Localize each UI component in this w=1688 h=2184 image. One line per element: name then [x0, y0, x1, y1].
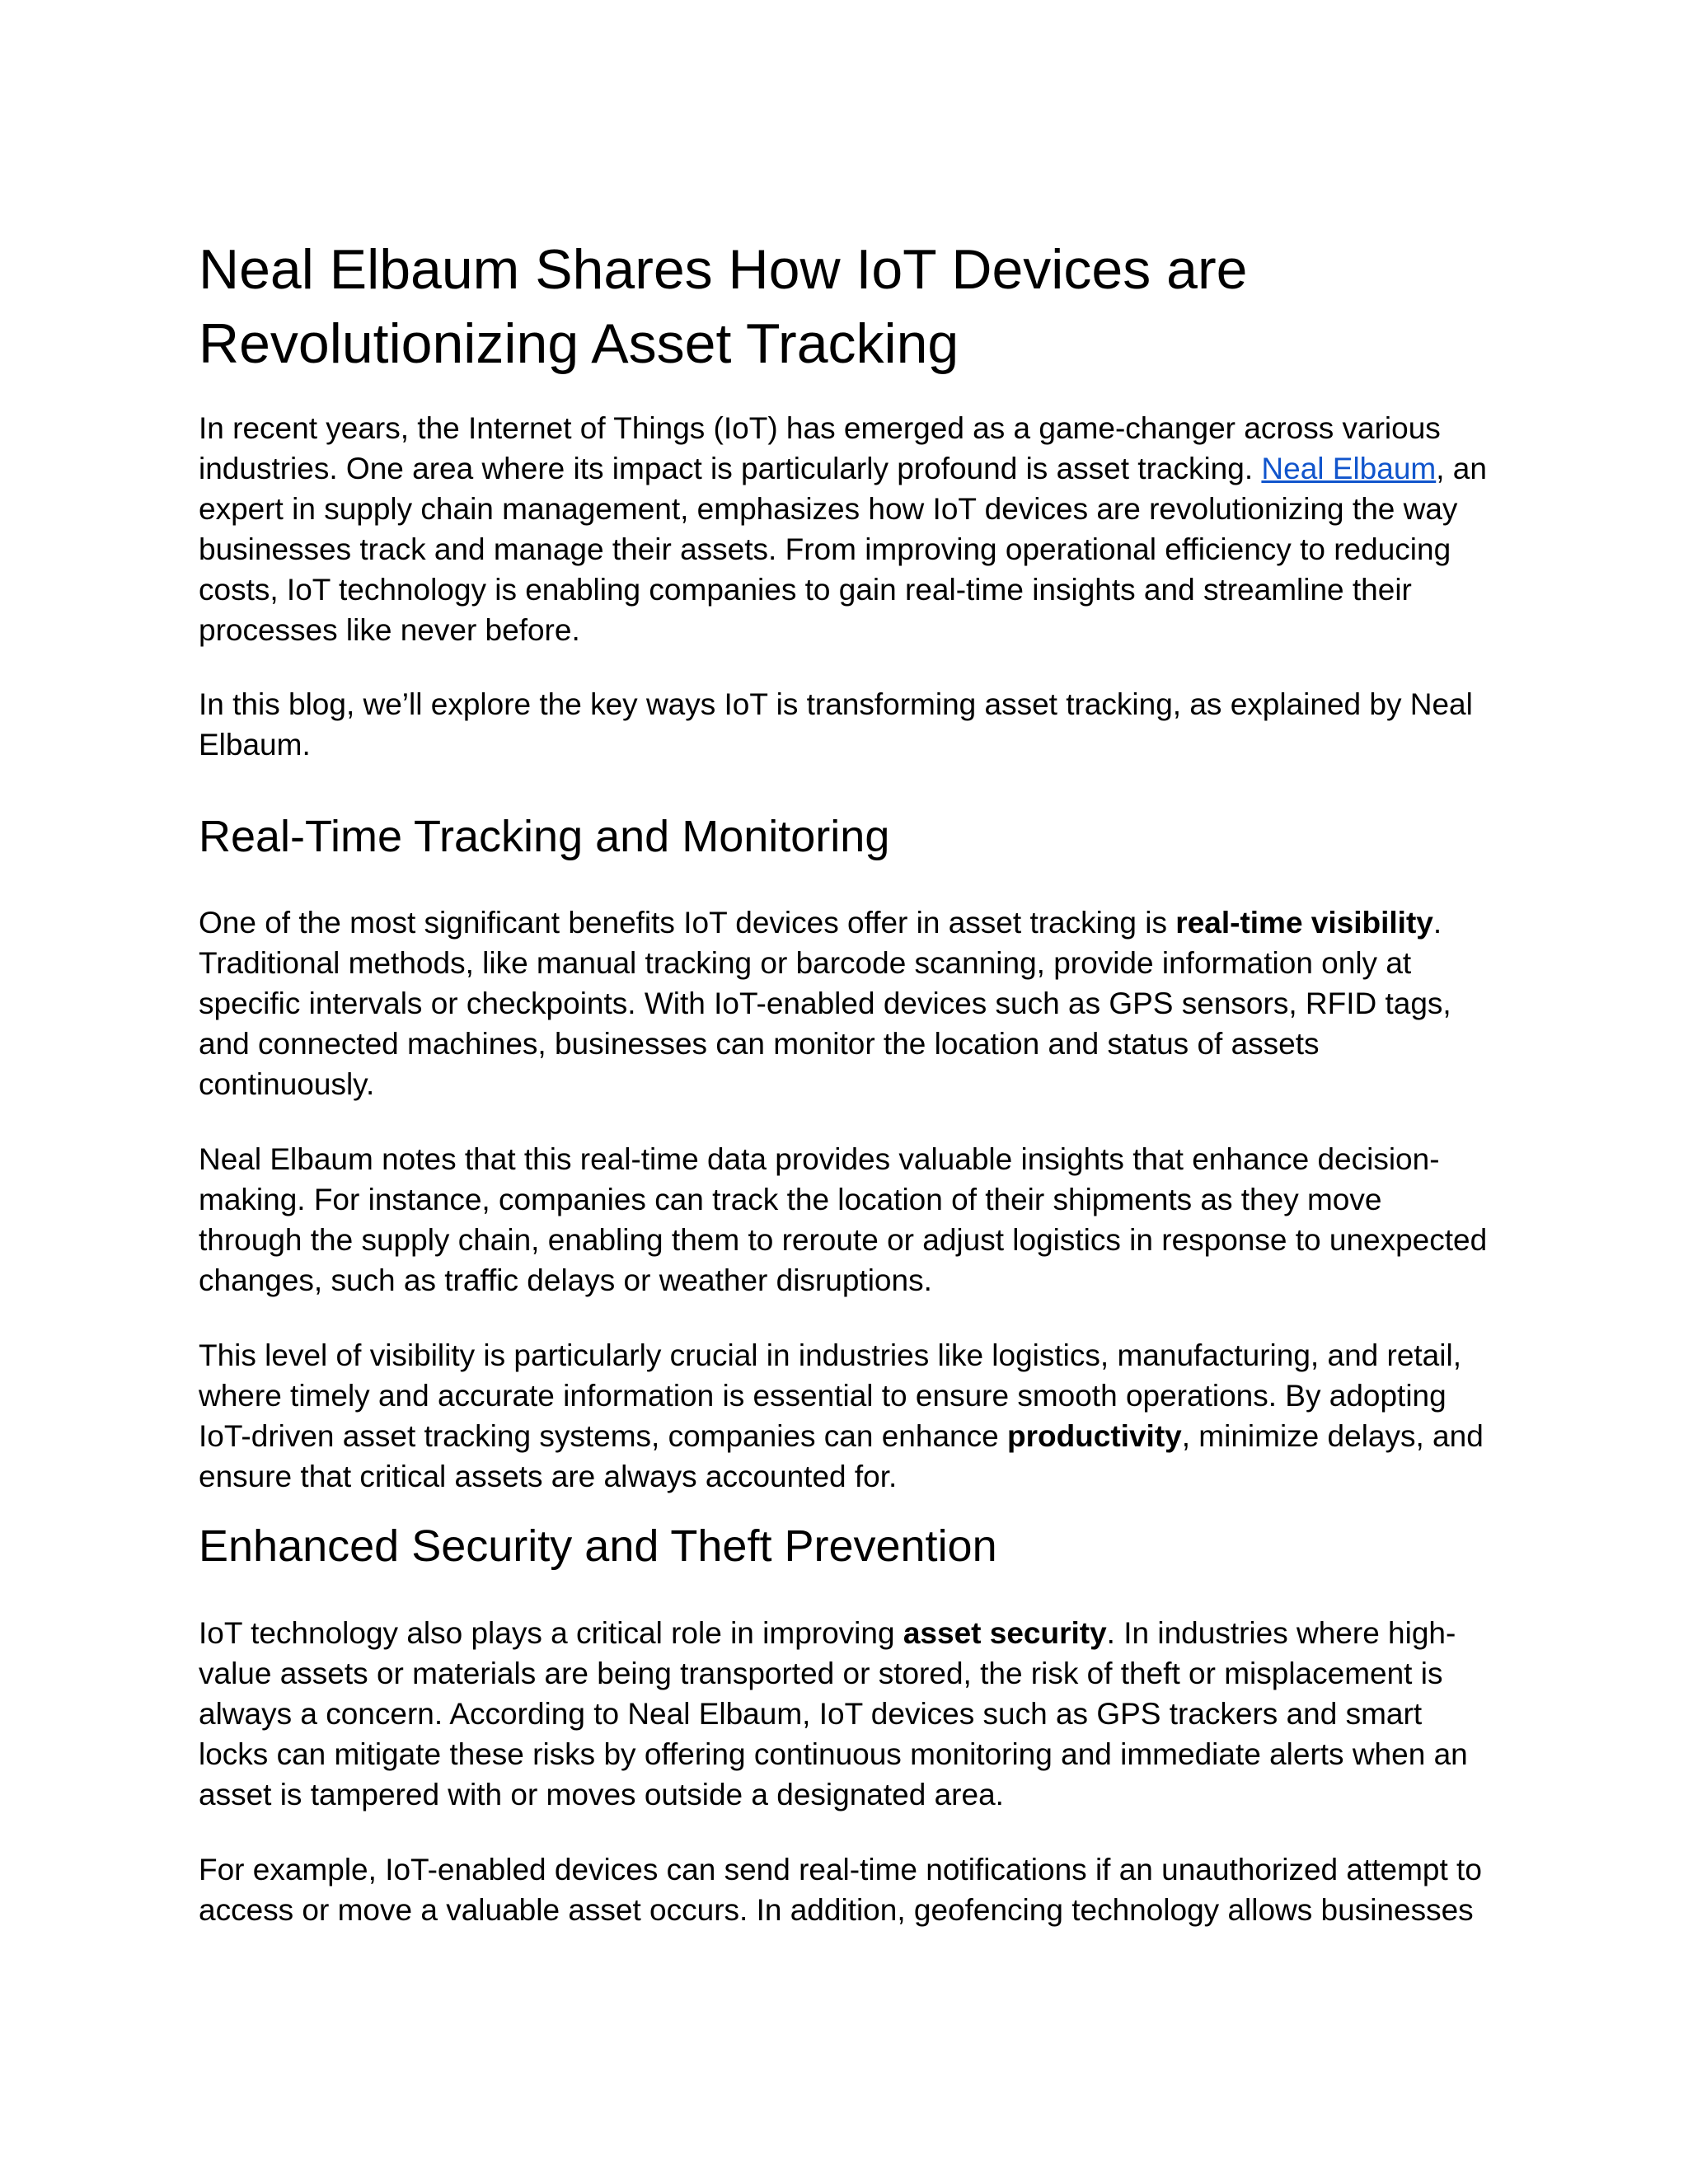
section2-p1-text-end: . In industries where high-value assets or materials are being transported or stored, the risk of theft or misplacement is always a concern. According to Neal Elbaum, IoT devices such as GPS trackers and smart locks can mitigate these risks by offering continuous monitoring and immediate alerts when an asset is tampered with or moves outside a designated area.: [199, 1616, 1468, 1811]
intro-text-end: , an expert in supply chain management, emphasizes how IoT devices are revolutionizing the way businesses track and manage their assets. From improving operational efficiency to reducing costs, IoT technology is enabling companies to gain real-time insights and streamline their processes like never before.: [199, 452, 1487, 647]
section2-paragraph-2: For example, IoT-enabled devices can send real-time notifications if an unauthorized attempt to access or move a valuable asset occurs. In addition, geofencing technology allows businesses: [199, 1853, 1482, 1927]
section1-paragraph-3: [199, 1335, 1493, 1497]
intro-paragraph: [199, 408, 1493, 650]
section1-p1-text-start: One of the most significant benefits IoT devices offer in asset tracking is: [199, 906, 1176, 940]
intro-text-start: In recent years, the Internet of Things (IoT) has emerged as a game-changer across various industries. One area where its impact is particularly profound is asset tracking.: [199, 411, 1441, 485]
neal-elbaum-link[interactable]: Neal Elbaum: [1261, 452, 1437, 485]
section2-paragraph-1: [199, 1613, 1493, 1815]
section1-p3-text-end: , minimize delays, and ensure that critical assets are always accounted for.: [199, 1419, 1484, 1493]
bold-real-time-visibility: real-time visibility: [1175, 906, 1433, 940]
section2-p1-text-start: IoT technology also plays a critical role in improving: [199, 1616, 903, 1650]
section1-paragraph-1: [199, 902, 1493, 1104]
section1-p1-text-end: . Traditional methods, like manual tracking or barcode scanning, provide information only at specific intervals or checkpoints. With IoT-enabled devices such as GPS sensors, RFID tags, and connected machines, businesses can monitor the location and status of assets continuously.: [199, 906, 1451, 1101]
intro-paragraph-2: In this blog, we’ll explore the key ways IoT is transforming asset tracking, as explained by Neal Elbaum.: [199, 687, 1473, 762]
page-title: Neal Elbaum Shares How IoT Devices are Revolutionizing Asset Tracking: [199, 238, 1248, 375]
section1-p3-text-start: This level of visibility is particularly crucial in industries like logistics, manufacturing, and retail, where timely and accurate information is essential to ensure smooth operations. By adopting IoT-driven asset tracking systems, companies can enhance: [199, 1338, 1461, 1453]
bold-productivity: productivity: [1006, 1419, 1182, 1453]
section-heading-enhanced-security: Enhanced Security and Theft Prevention: [199, 1521, 997, 1571]
section1-paragraph-2: Neal Elbaum notes that this real-time data provides valuable insights that enhance decision-making. For instance, companies can track the location of their shipments as they move through the supply chain, enabling them to reroute or adjust logistics in response to unexpected changes, such as traffic delays or weather disruptions.: [199, 1142, 1488, 1297]
section-heading-real-time-tracking: Real-Time Tracking and Monitoring: [199, 812, 890, 861]
bold-asset-security: asset security: [903, 1616, 1107, 1650]
